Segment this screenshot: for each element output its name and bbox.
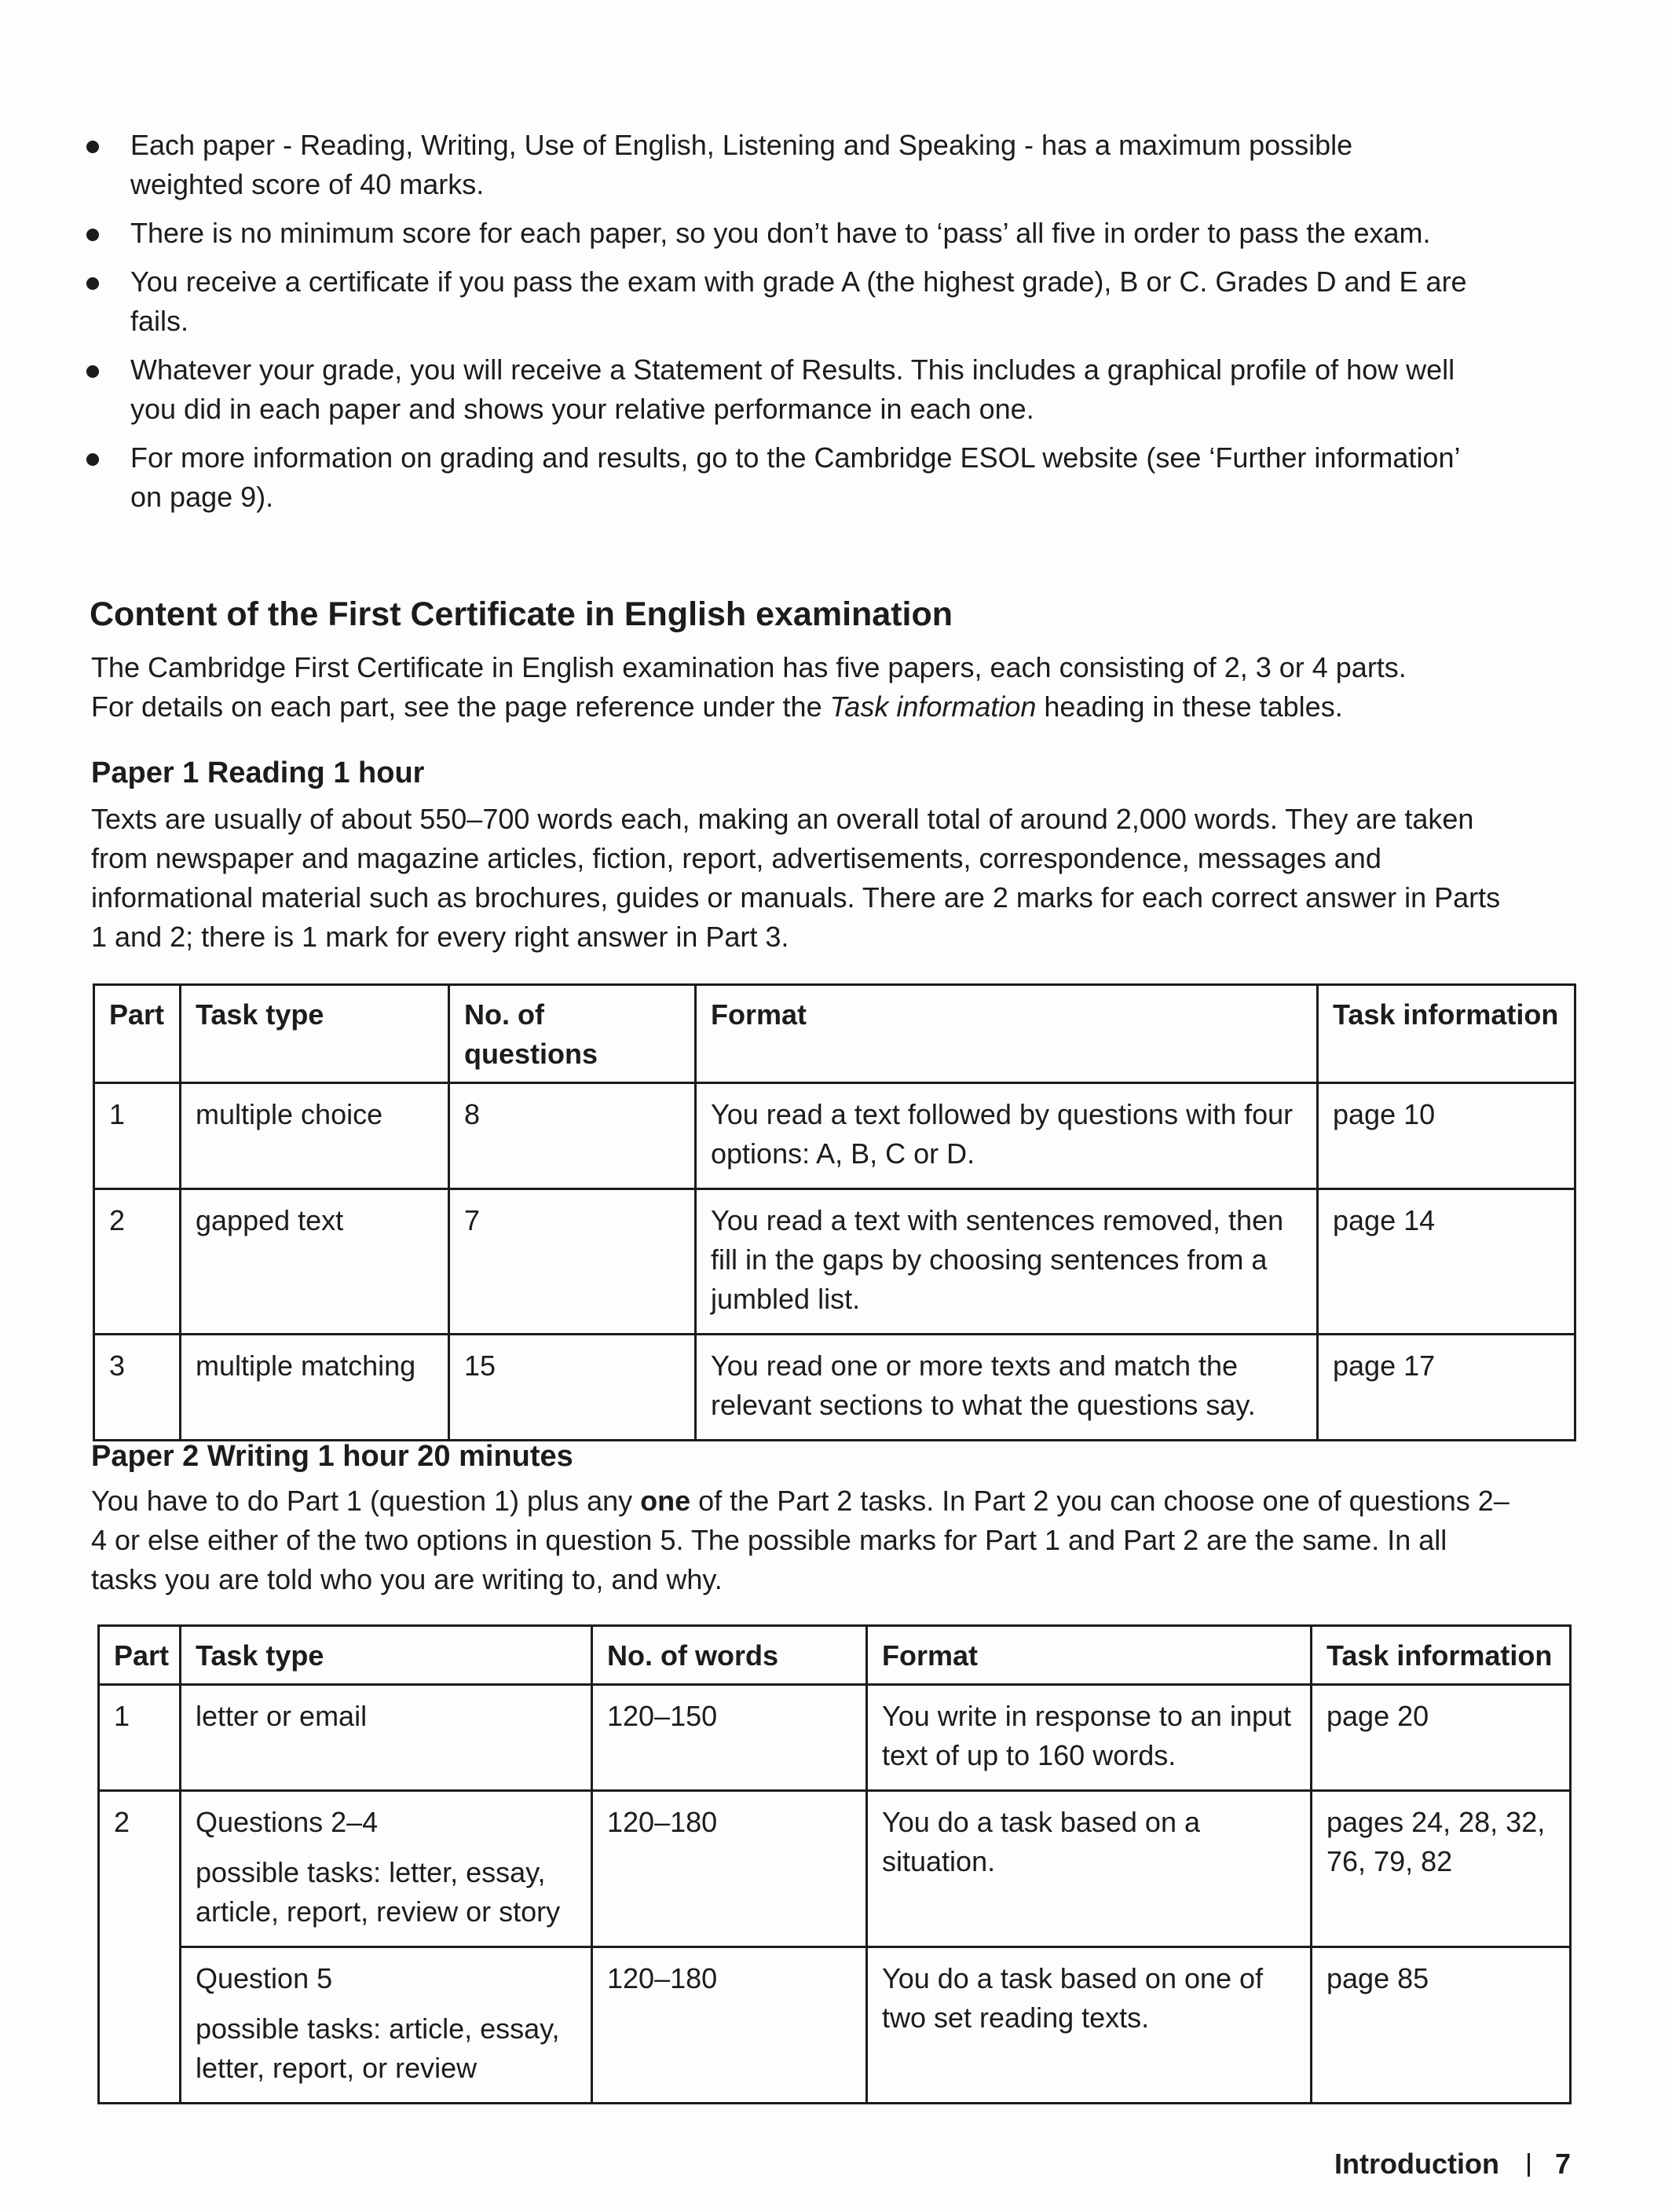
table-row: [99, 1947, 1571, 2104]
task-title: Questions 2–4: [196, 1806, 379, 1838]
cell-task-type: [181, 1947, 592, 2104]
bullet-text: You receive a certificate if you pass the exam with grade A (the highest grade), B or C. Grades D and E are fails.: [130, 266, 1467, 337]
bullet-dot-icon: [86, 277, 99, 290]
bullet-dot-icon: [86, 141, 99, 153]
paper2-description: [91, 1481, 1520, 1599]
table-row: [99, 1685, 1571, 1791]
bullet-dot-icon: [86, 365, 99, 378]
header-no-of-questions: No. of questions: [449, 985, 696, 1083]
cell-count: 7: [449, 1189, 696, 1335]
page-footer: [1334, 2144, 1571, 2184]
cell-task-information: page 10: [1318, 1083, 1575, 1189]
header-part: Part: [99, 1626, 181, 1685]
cell-task-information: pages 24, 28, 32, 76, 79, 82: [1312, 1791, 1571, 1947]
header-task-information: Task information: [1318, 985, 1575, 1083]
cell-task-type: multiple matching: [181, 1335, 449, 1441]
cell-task-type: multiple choice: [181, 1083, 449, 1189]
bullet-text: There is no minimum score for each paper, so you don’t have to ‘pass’ all five in order to pass the exam.: [130, 217, 1431, 249]
paper1-table: [93, 983, 1576, 1441]
cell-task-type: letter or email: [181, 1685, 592, 1791]
header-format: Format: [696, 985, 1318, 1083]
cell-count: 15: [449, 1335, 696, 1441]
table-header-row: [99, 1626, 1571, 1685]
cell-count: 120–150: [592, 1685, 867, 1791]
table-row: [94, 1189, 1575, 1335]
table-row: [99, 1791, 1571, 1947]
table-row: [94, 1083, 1575, 1189]
table-row: [94, 1335, 1575, 1441]
grading-bullet-list: [86, 126, 1469, 526]
paper1-heading: [91, 753, 424, 793]
footer-section-label: Introduction: [1334, 2148, 1499, 2180]
task-possible-list: possible tasks: article, essay, letter, report, or review: [196, 2012, 560, 2084]
cell-task-information: page 20: [1312, 1685, 1571, 1791]
paper2-desc-end: of the Part 2 tasks. In Part 2 you can choose one of questions 2–4 or else either of the two options in question 5. The possible marks for Part 1 and Part 2 are the same. In all tasks you are told who you are writing to, and why.: [91, 1485, 1509, 1595]
header-task-type: Task type: [181, 1626, 592, 1685]
cell-format: You read a text followed by questions with four options: A, B, C or D.: [696, 1083, 1318, 1189]
cell-format: You read a text with sentences removed, then fill in the gaps by choosing sentences from a jumbled list.: [696, 1189, 1318, 1335]
section-title: Content of the First Certificate in English examination: [90, 595, 953, 633]
cell-part: 1: [94, 1083, 181, 1189]
cell-format: You do a task based on one of two set reading texts.: [867, 1947, 1312, 2104]
paper2-desc-bold: one: [640, 1485, 691, 1517]
task-possible-list: possible tasks: letter, essay, article, report, review or story: [196, 1856, 561, 1928]
cell-count: 120–180: [592, 1947, 867, 2104]
intro-line-1: The Cambridge First Certificate in English examination has five papers, each consisting of 2, 3 or 4 parts.: [91, 651, 1407, 683]
cell-task-type: [181, 1791, 592, 1947]
paper1-description: Texts are usually of about 550–700 words each, making an overall total of around 2,000 words. They are taken from newspaper and magazine articles, fiction, report, advertisements, correspondence, messages and informational material such as brochures, guides or manuals. There are 2 marks for each correct answer in Parts 1 and 2; there is 1 mark for every right answer in Part 3.: [91, 803, 1501, 953]
cell-format: You read one or more texts and match the relevant sections to what the questions say.: [696, 1335, 1318, 1441]
paper2-heading: [91, 1436, 573, 1477]
bullet-text: Whatever your grade, you will receive a Statement of Results. This includes a graphical profile of how well you did in each paper and shows your relative performance in each one.: [130, 353, 1455, 425]
paper1-duration: 1 hour: [333, 756, 425, 789]
cell-task-information: page 17: [1318, 1335, 1575, 1441]
cell-task-type: gapped text: [181, 1189, 449, 1335]
footer-separator: [1528, 2153, 1530, 2177]
intro-line-2-end: heading in these tables.: [1036, 690, 1343, 723]
intro-line-2-start: For details on each part, see the page reference under the: [91, 690, 830, 723]
header-part: Part: [94, 985, 181, 1083]
paper2-duration: 1 hour 20 minutes: [317, 1440, 573, 1473]
header-no-of-words: No. of words: [592, 1626, 867, 1685]
table-header-row: [94, 985, 1575, 1083]
intro-paragraph: [91, 648, 1520, 727]
page-number: 7: [1554, 2148, 1571, 2180]
cell-part: 2: [99, 1791, 181, 2104]
intro-line-2-emphasis: Task information: [829, 690, 1037, 723]
paper2-table: [97, 1624, 1572, 2104]
cell-task-information: page 85: [1312, 1947, 1571, 2104]
cell-format: You do a task based on a situation.: [867, 1791, 1312, 1947]
paper2-desc-start: You have to do Part 1 (question 1) plus any: [91, 1485, 641, 1517]
cell-task-information: page 14: [1318, 1189, 1575, 1335]
bullet-text: For more information on grading and results, go to the Cambridge ESOL website (see ‘Further information’ on page 9).: [130, 441, 1460, 513]
bullet-item: [86, 214, 1469, 253]
bullet-text: Each paper - Reading, Writing, Use of English, Listening and Speaking - has a maximum possible weighted score of 40 marks.: [130, 129, 1353, 200]
paper2-name: Paper 2 Writing: [91, 1440, 310, 1473]
bullet-item: [86, 438, 1469, 517]
task-title: Question 5: [196, 1962, 333, 1994]
header-task-type: Task type: [181, 985, 449, 1083]
cell-part: 1: [99, 1685, 181, 1791]
cell-format: You write in response to an input text of up to 160 words.: [867, 1685, 1312, 1791]
cell-part: 2: [94, 1189, 181, 1335]
cell-count: 8: [449, 1083, 696, 1189]
bullet-dot-icon: [86, 453, 99, 466]
bullet-item: [86, 350, 1469, 429]
header-format: Format: [867, 1626, 1312, 1685]
cell-part: 3: [94, 1335, 181, 1441]
bullet-item: [86, 126, 1469, 204]
bullet-item: [86, 262, 1469, 341]
header-task-information: Task information: [1312, 1626, 1571, 1685]
cell-count: 120–180: [592, 1791, 867, 1947]
bullet-dot-icon: [86, 229, 99, 241]
paper1-name: Paper 1 Reading: [91, 756, 325, 789]
